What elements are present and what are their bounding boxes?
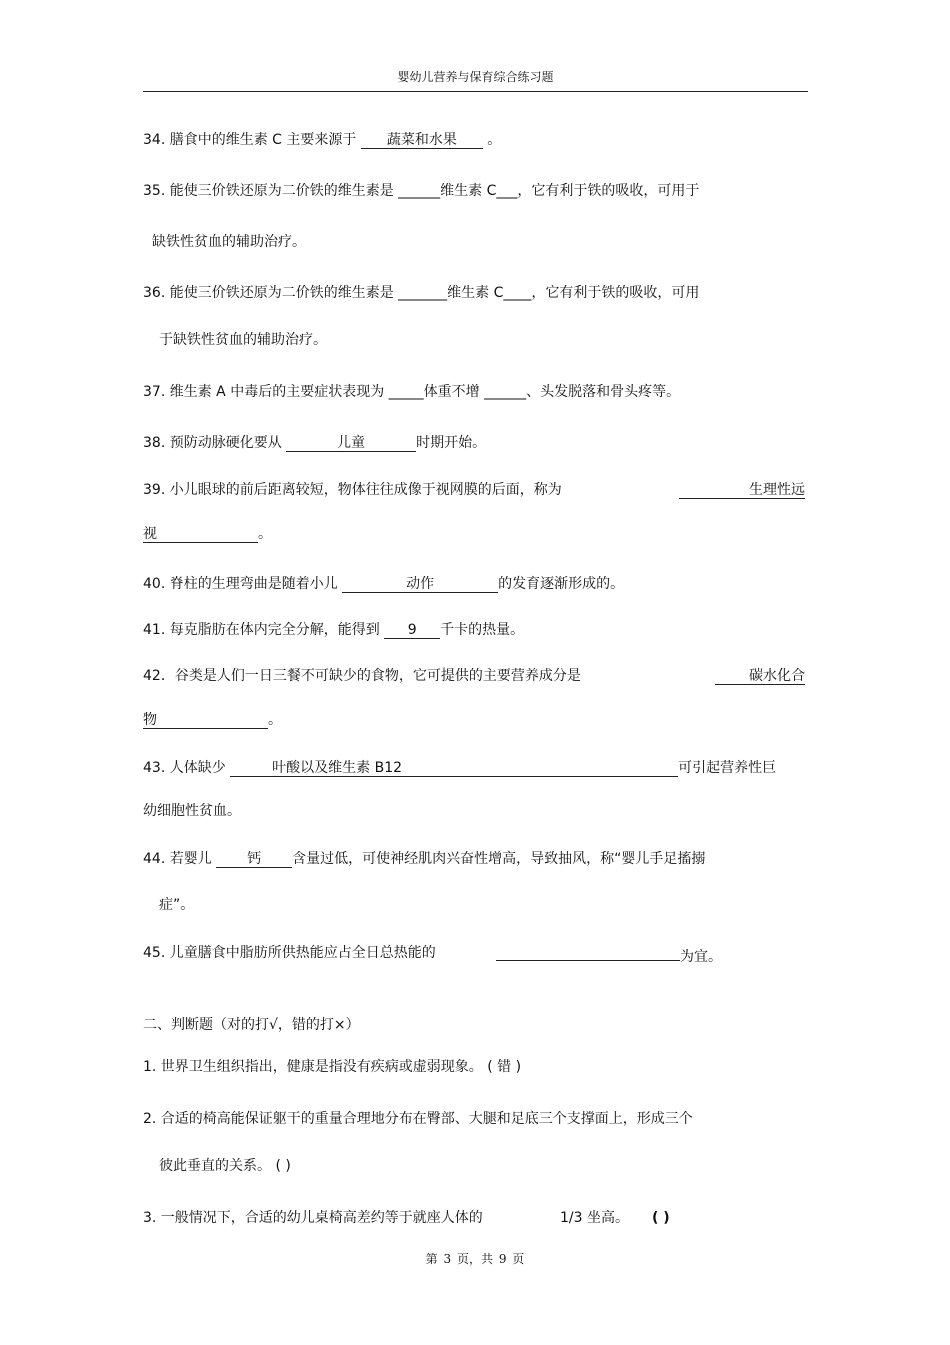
question-36: 36. 能使三价铁还原为二价铁的维生素是 _______维生素 C____，它有利于铁的吸收，可用 — [143, 285, 700, 301]
question-36-cont: 于缺铁性贫血的辅助治疗。 — [159, 332, 327, 348]
q44-text: 44. 若婴儿 — [143, 851, 217, 867]
question-44-cont: 症”。 — [159, 897, 195, 913]
q43-answer — [230, 760, 678, 777]
j3-text: 3. 一般情况下，合适的幼儿桌椅高差约等于就座人体的 — [143, 1210, 483, 1226]
footer-prefix: 第 — [425, 1252, 438, 1266]
q38-text: 38. 预防动脉硬化要从 — [143, 435, 287, 451]
q40-text: 40. 脊柱的生理弯曲是随着小儿 — [143, 576, 343, 592]
q34-tail: 。 — [482, 132, 502, 148]
question-45 — [143, 944, 436, 962]
j3-brackets-wrap — [652, 1209, 670, 1227]
question-39 — [143, 481, 562, 499]
footer-total-pages: 9 — [498, 1252, 507, 1266]
q45-text: 45. 儿童膳食中脂肪所供热能应占全日总热能的 — [143, 945, 436, 961]
page-header: 婴幼儿营养与保育综合练习题 — [397, 70, 554, 84]
q42-text: 42．谷类是人们一日三餐不可缺少的食物，它可提供的主要营养成分是 — [143, 668, 581, 684]
j3-tail: 1/3 坐高。 — [560, 1210, 629, 1226]
q44-answer: 钙 — [216, 851, 292, 868]
q34-text: 34. 膳食中的维生素 C 主要来源于 — [143, 132, 361, 148]
page-footer — [0, 1250, 950, 1267]
footer-page-number: 3 — [443, 1252, 452, 1266]
q45-blank-wrap — [496, 944, 722, 966]
q40-answer: 动作 — [342, 576, 498, 593]
q43-answer-text: 叶酸以及维生素 B12 — [272, 760, 403, 776]
q38-tail: 时期开始。 — [416, 435, 487, 451]
q41-text: 41. 每克脂肪在体内完全分解，能得到 — [143, 622, 385, 638]
q39-tail: 。 — [258, 526, 272, 542]
q38-answer: 儿童 — [286, 435, 416, 452]
judge-1: 1. 世界卫生组织指出，健康是指没有疾病或虚弱现象。 ( 错 ) — [143, 1059, 522, 1075]
footer-middle: 页，共 — [456, 1252, 493, 1266]
question-42-cont — [143, 711, 282, 729]
question-40 — [143, 575, 624, 593]
question-34 — [143, 131, 501, 149]
question-35: 35. 能使三价铁还原为二价铁的维生素是 ______维生素 C___，它有利于铁的吸收，可用于 — [143, 183, 700, 199]
question-39-cont — [143, 525, 272, 543]
j3-tail-wrap — [560, 1209, 629, 1227]
q43-tail: 可引起营养性巨 — [678, 760, 777, 776]
q42-answer: 碳水化合 — [715, 668, 805, 685]
judge-3 — [143, 1209, 483, 1227]
question-38 — [143, 434, 486, 452]
q41-tail: 千卡的热量。 — [440, 622, 525, 638]
question-35-cont: 缺铁性贫血的辅助治疗。 — [152, 234, 306, 250]
q34-answer: 蔬菜和水果 — [361, 132, 483, 149]
question-37: 37. 维生素 A 中毒后的主要症状表现为 _____体重不增 ______、头发脱落和骨头疼等。 — [143, 384, 681, 400]
q43-text: 43. 人体缺少 — [143, 760, 231, 776]
q42-tail: 。 — [268, 712, 282, 728]
q39-answer: 生理性远 — [679, 482, 805, 499]
question-41 — [143, 621, 524, 639]
question-43 — [143, 759, 776, 777]
q45-tail: 为宜。 — [680, 949, 722, 965]
q45-blank — [496, 944, 680, 961]
section-2-title: 二、判断题（对的打√，错的打×） — [143, 1017, 360, 1033]
q39-answer-wrap — [679, 481, 805, 499]
q44-tail: 含量过低，可使神经肌肉兴奋性增高，导致抽风，称“婴儿手足搐搦 — [292, 851, 706, 867]
judge-2-cont: 彼此垂直的关系。 ( ) — [159, 1158, 291, 1174]
footer-suffix: 页 — [512, 1252, 525, 1266]
q39-answer-cont: 视 — [143, 526, 258, 543]
q41-answer: 9 — [384, 622, 440, 639]
q42-answer-wrap — [715, 667, 805, 685]
q39-text: 39. 小儿眼球的前后距离较短，物体往往成像于视网膜的后面，称为 — [143, 482, 562, 498]
question-44 — [143, 850, 705, 868]
judge-2: 2. 合适的椅高能保证躯干的重量合理地分布在臀部、大腿和足底三个支撑面上，形成三个 — [143, 1111, 693, 1127]
header-rule — [143, 91, 808, 92]
q40-tail: 的发育逐渐形成的。 — [498, 576, 625, 592]
j3-brackets: ( ) — [652, 1210, 670, 1226]
q42-answer-cont: 物 — [143, 712, 268, 729]
question-43-cont: 幼细胞性贫血。 — [143, 803, 241, 819]
question-42 — [143, 667, 581, 685]
